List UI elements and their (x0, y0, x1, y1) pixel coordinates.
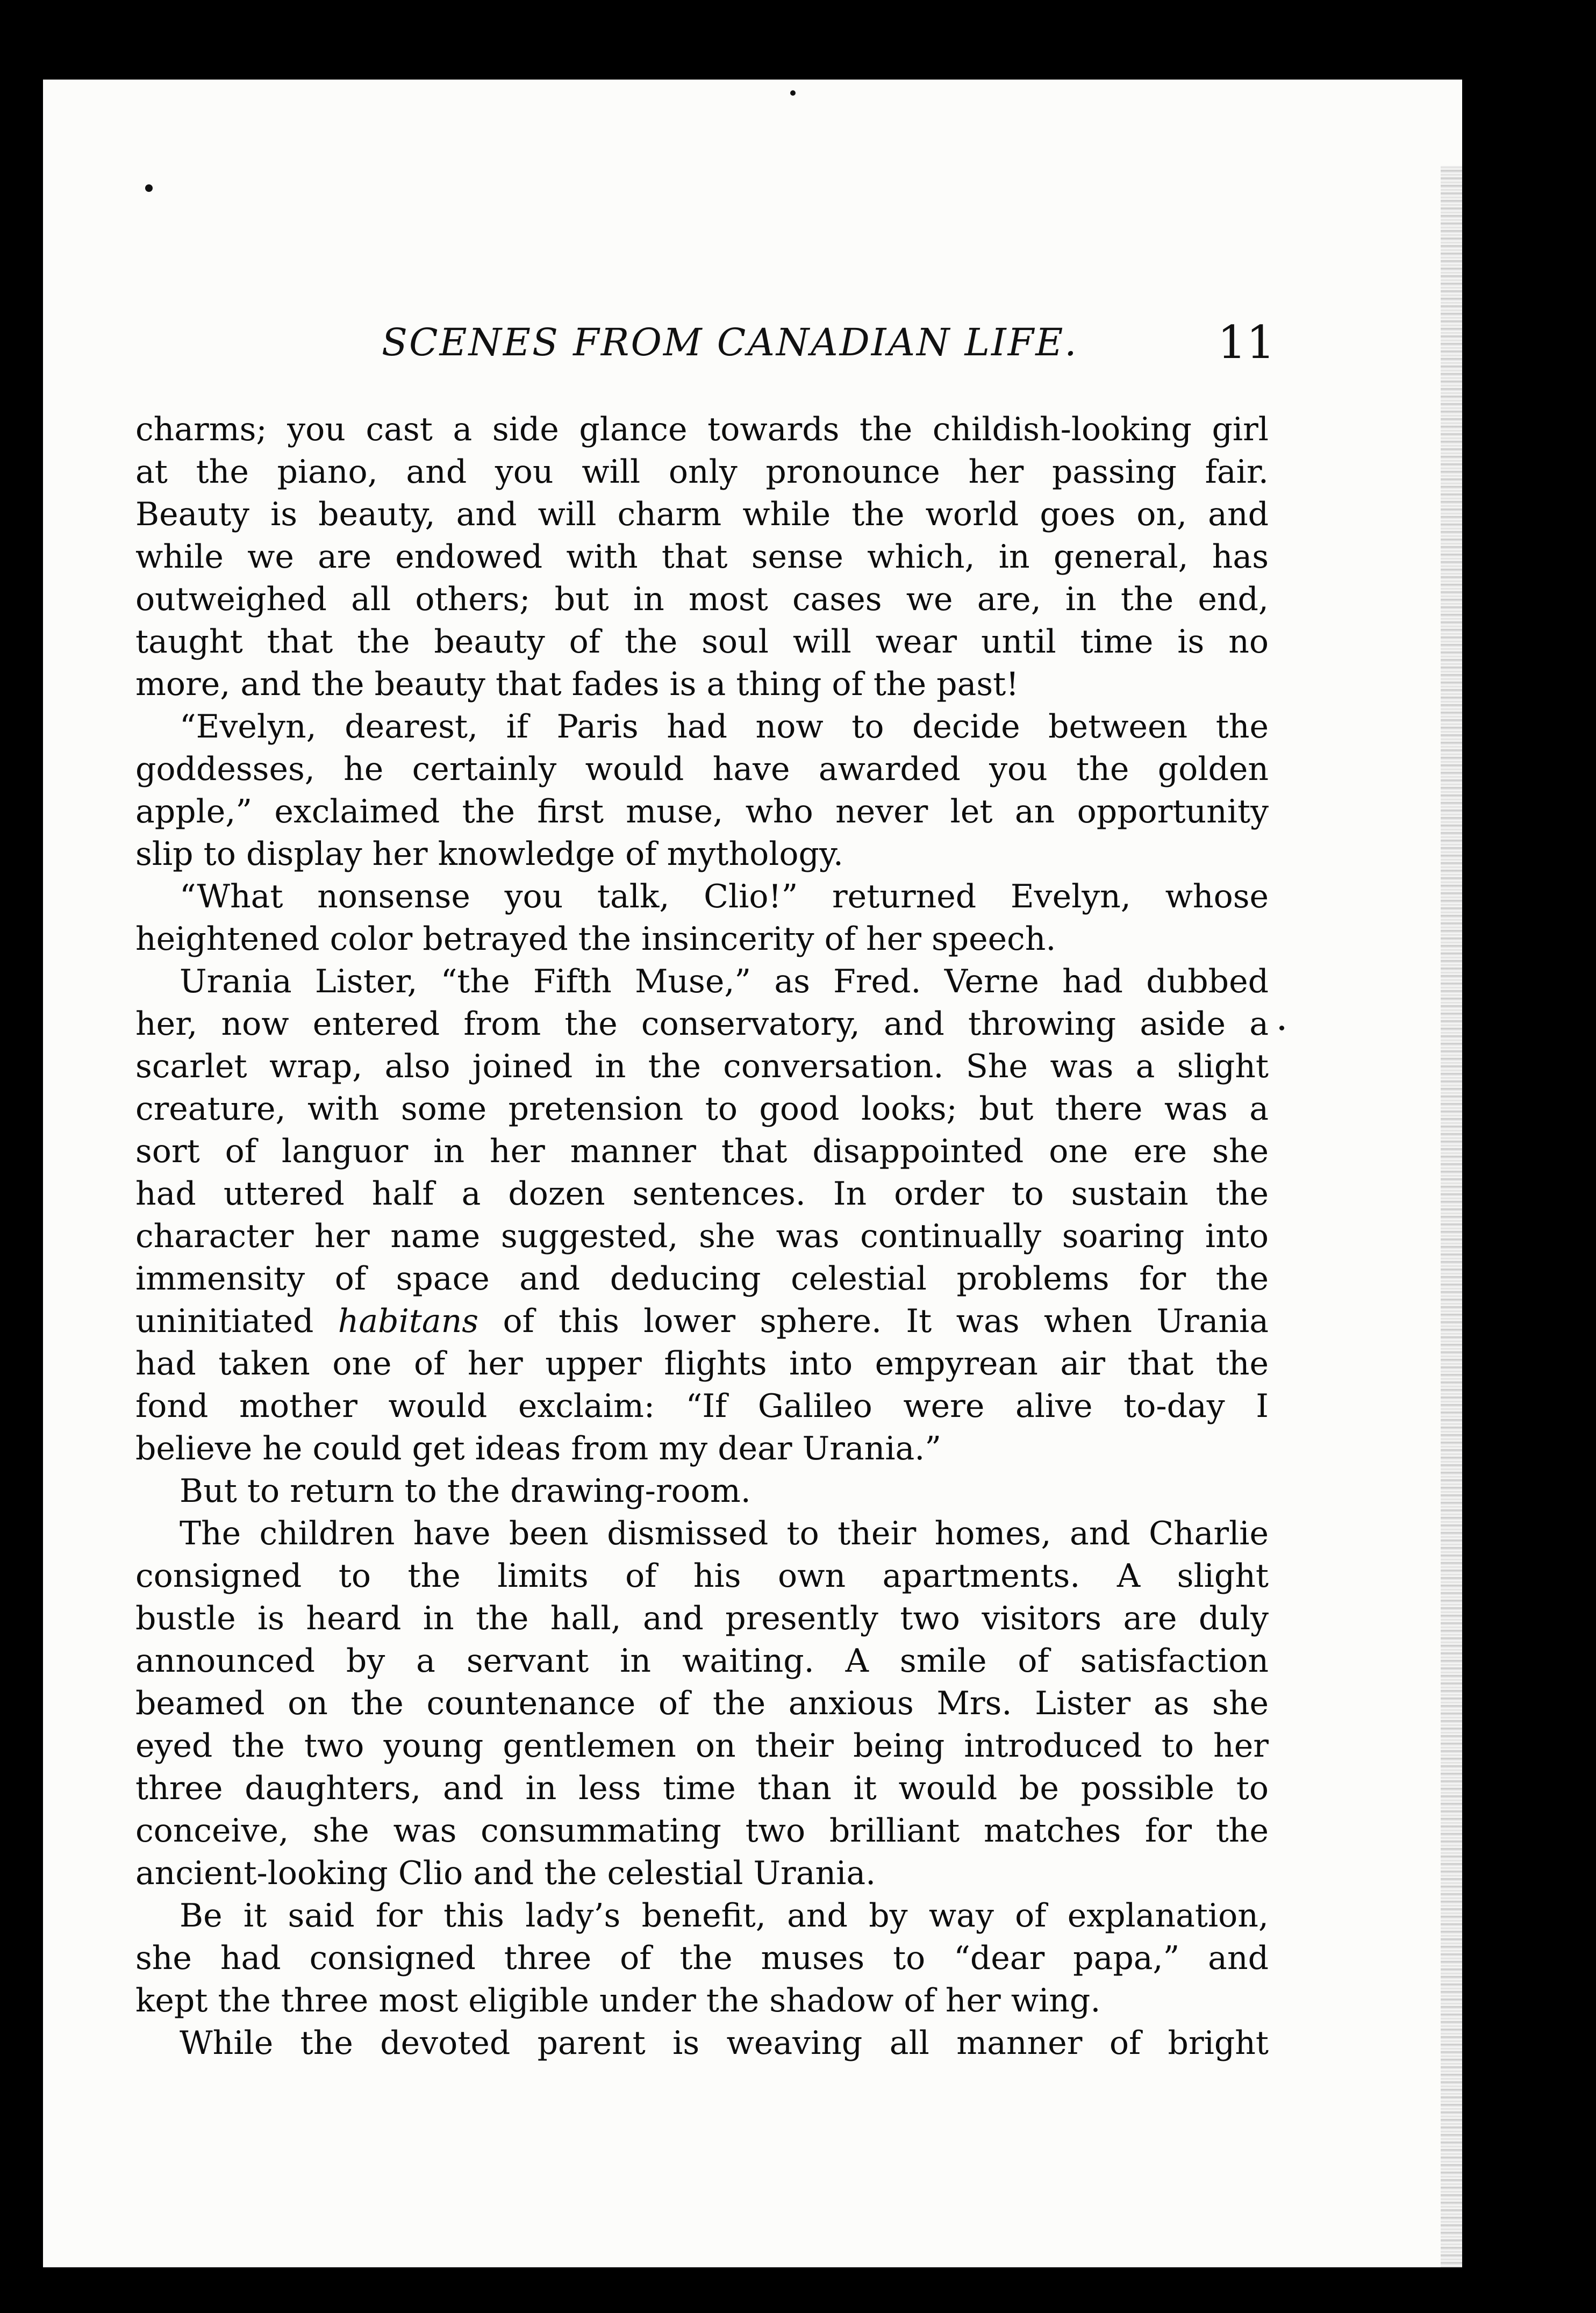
page-header (43, 316, 1462, 385)
text-line: uninitiated habitans of this lower sphere. It was when Urania (135, 1302, 1269, 1340)
text-line: Beauty is beauty, and will charm while the world goes on, and (135, 496, 1269, 533)
italic-word: habitans (338, 1302, 479, 1340)
text-line: three daughters, and in less time than it would be possible to (135, 1770, 1269, 1807)
text-line: bustle is heard in the hall, and presently two visitors are duly (135, 1600, 1269, 1637)
text-line: The children have been dismissed to their homes, and Charlie (180, 1515, 1269, 1552)
book-page (43, 80, 1462, 2267)
text-line: immensity of space and deducing celestial problems for the (135, 1260, 1269, 1298)
text-line: taught that the beauty of the soul will wear until time is no (135, 623, 1269, 661)
text-line: announced by a servant in waiting. A smile of satisfaction (135, 1642, 1269, 1680)
page-number: 11 (1218, 316, 1275, 369)
text-line: “What nonsense you talk, Clio!” returned Evelyn, whose (180, 878, 1269, 915)
text-line: heightened color betrayed the insincerity of her speech. (135, 920, 1056, 958)
text-line: believe he could get ideas from my dear Urania.” (135, 1430, 942, 1467)
body-text (135, 409, 1269, 2065)
text-line: had uttered half a dozen sentences. In order to sustain the (135, 1175, 1269, 1213)
text-line: While the devoted parent is weaving all manner of bright (180, 2024, 1269, 2062)
text-line: sort of languor in her manner that disappointed one ere she (135, 1133, 1269, 1170)
ink-speck (145, 184, 153, 192)
text-line: But to return to the drawing-room. (180, 1472, 751, 1510)
text-line: slip to display her knowledge of mythology. (135, 835, 843, 873)
text-line: kept the three most eligible under the shadow of her wing. (135, 1982, 1101, 2020)
text-line: while we are endowed with that sense which, in general, has (135, 538, 1269, 576)
running-head: SCENES FROM CANADIAN LIFE. (382, 320, 1078, 364)
text-line: goddesses, he certainly would have awarded you the golden (135, 750, 1269, 788)
ink-speck (1279, 1026, 1284, 1030)
text-line: eyed the two young gentlemen on their being introduced to her (135, 1727, 1269, 1765)
ink-speck (790, 90, 796, 96)
text-line: apple,” exclaimed the first muse, who never let an opportunity (135, 793, 1269, 830)
text-line: more, and the beauty that fades is a thing of the past! (135, 665, 1019, 703)
text-line: outweighed all others; but in most cases we are, in the end, (135, 581, 1269, 618)
text-line: her, now entered from the conservatory, and throwing aside a (135, 1005, 1269, 1043)
text-line: ancient-looking Clio and the celestial Urania. (135, 1854, 876, 1892)
text-line: had taken one of her upper flights into empyrean air that the (135, 1345, 1269, 1383)
text-line: she had consigned three of the muses to “dear papa,” and (135, 1939, 1269, 1977)
text-line: fond mother would exclaim: “If Galileo were alive to-day I (135, 1387, 1269, 1425)
text-line: “Evelyn, dearest, if Paris had now to decide between the (180, 708, 1269, 746)
text-line: beamed on the countenance of the anxious Mrs. Lister as she (135, 1685, 1269, 1722)
page-edge-shadow (1441, 166, 1462, 2267)
text-line: character her name suggested, she was continually soaring into (135, 1218, 1269, 1255)
text-line: creature, with some pretension to good looks; but there was a (135, 1090, 1269, 1128)
text-line: scarlet wrap, also joined in the conversation. She was a slight (135, 1048, 1269, 1085)
text-line: consigned to the limits of his own apartments. A slight (135, 1557, 1269, 1595)
text-line: charms; you cast a side glance towards the childish-looking girl (135, 411, 1269, 448)
text-line: conceive, she was consummating two brilliant matches for the (135, 1812, 1269, 1850)
text-line: at the piano, and you will only pronounce her passing fair. (135, 453, 1269, 491)
text-line: Urania Lister, “the Fifth Muse,” as Fred. Verne had dubbed (180, 963, 1269, 1000)
text-line: Be it said for this lady’s benefit, and by way of explanation, (180, 1897, 1269, 1935)
